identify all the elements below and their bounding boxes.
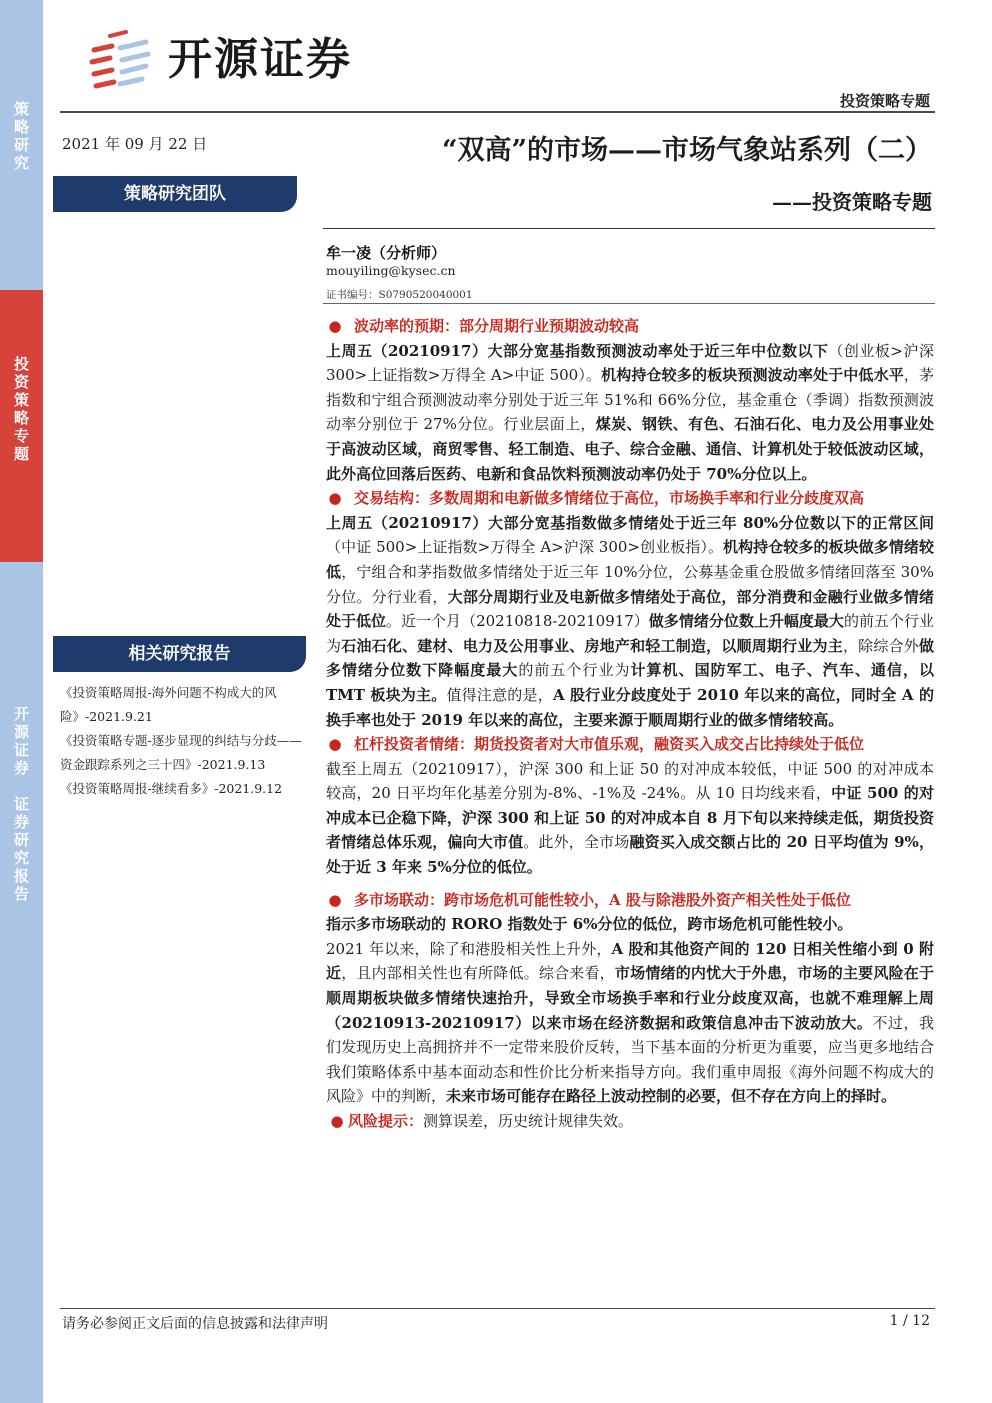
bullet-icon: ● (328, 735, 342, 754)
footer-disclaimer: 请务必参阅正文后面的信息披露和法律声明 (62, 1316, 328, 1332)
bullet-icon: ● (328, 890, 342, 909)
brand-name: 开源证券 (168, 34, 352, 85)
analyst-cert: 证书编号：S0790520040001 (326, 289, 473, 301)
team-badge: 策略研究团队 (53, 176, 297, 212)
analyst-name: 牟一凌（分析师） (326, 244, 447, 262)
bullet-icon: ● (330, 1112, 344, 1130)
section-paragraph: 指示多市场联动的 RORO 指数处于 6%分位的低位，跨市场危机可能性较小。 2021 年以来，除了和港股相关性上升外，A 股和其他资产间的 120 日相关性缩小到 0 附近，且内部相关性也有所降低。综合来看，市场情绪的内忧大于外患，市场的主要风险在于顺周期板块做多情绪快速抬升，导致全市场换手率和行业分歧度双高，也就不难理解上周（20210913-20210917）以来市场在经济数据和政策信息冲击下波动放大。不过，我们发现历史上高拥挤并不一定带来股价反转，当下基本面的分析更为重要，应当更多地结合我们策略体系中基本面动态和性价比分析来指导方向。我们重申周报《海外问题不构成大的风险》中的判断，未来市场可能存在路径上波动控制的必要，但不存在方向上的择时。 (326, 915, 934, 1106)
section-paragraph: 上周五（20210917）大部分宽基指数做多情绪处于近三年 80%分位数以下的正常区间（中证 500>上证指数>万得全 A>沪深 300>创业板指）。机构持仓较多的板块做多情绪较低，宁组合和茅指数做多情绪处于近三年 10%分位，公募基金重仓股做多情绪回落至 30%分位。分行业看，大部分周期行业及电新做多情绪处于高位，部分消费和金融行业做多情绪处于低位。近一个月（20210818-20210917）做多情绪分位数上升幅度最大的前五个行业为石油石化、建材、电力及公用事业、房地产和轻工制造，以顺周期行业为主，除综合外做多情绪分位数下降幅度最大的前五个行业为计算机、国防军工、电子、汽车、通信，以 TMT 板块为主。值得注意的是，A 股行业分歧度处于 2010 年以来的高位，同时全 A 的换手率也处于 2019 年以来的高位，主要来源于顺周期行业的做多情绪较高。 (326, 513, 934, 729)
page-number: 1 / 12 (889, 1313, 930, 1329)
analyst-divider (323, 303, 935, 304)
related-reports-badge: 相关研究报告 (53, 636, 306, 672)
side-strip (0, 0, 43, 1403)
subtitle-divider (323, 228, 935, 229)
header-tag: 投资策略专题 (839, 92, 930, 110)
section-heading: ● 波动率的预期：部分周期行业预期波动较高 (326, 314, 934, 339)
report-date: 2021 年 09 月 22 日 (62, 135, 208, 153)
report-body (326, 314, 934, 1134)
section-paragraph: 上周五（20210917）大部分宽基指数预测波动率处于近三年中位数以下（创业板>沪深 300>上证指数>万得全 A>中证 500）。机构持仓较多的板块预测波动率处于中低水平，茅指数和宁组合预测波动率分别处于近三年 51%和 66%分位，基金重仓（季调）指数预测波动率分别位于 27%分位。行业层面上，煤炭、钢铁、有色、石油石化、电力及公用事业处于高波动区域，商贸零售、轻工制造、电子、综合金融、通信、计算机处于较低波动区域，此外高位回落后医药、电新和食品饮料预测波动率仍处于 70%分位以上。 (326, 341, 934, 483)
analyst-email[interactable]: mouyiling@kysec.cn (326, 263, 456, 278)
section-heading: ● 多市场联动：跨市场危机可能性较小，A 股与除港股外资产相关性处于低位 (326, 888, 934, 913)
report-subtitle: ——投资策略专题 (772, 190, 932, 214)
side-strip-label-top: 策 略 研 究 (13, 100, 29, 172)
brand-logo (88, 28, 388, 92)
related-report-item[interactable]: 《投资策略周报-海外问题不构成大的风险》-2021.9.21 (60, 685, 277, 724)
footer-divider (60, 1308, 935, 1309)
brand-logo-icon (88, 28, 152, 92)
related-report-item[interactable]: 《投资策略专题-逐步显现的纠结与分歧——资金跟踪系列之三十四》-2021.9.13 (60, 733, 302, 772)
related-reports-list (60, 681, 310, 801)
risk-note: ● 风险提示：测算误差，历史统计规律失效。 (326, 1109, 934, 1134)
header-divider (60, 111, 935, 113)
side-strip-label-middle: 投 资 策 略 专 题 (13, 355, 29, 463)
section-paragraph: 截至上周五（20210917），沪深 300 和上证 50 的对冲成本较低，中证 500 的对冲成本较高，20 日平均年化基差分别为-8%、-1%及 -24%。从 10 日均线来看，中证 500 的对冲成本已企稳下降，沪深 300 和上证 50 的对冲成本自 8 月下旬以来持续走低，期货投资者情绪总体乐观，偏向大市值。此外，全市场融资买入成交额占比的 20 日平均值为 9%，处于近 3 年来 5%分位的低位。 (326, 759, 935, 877)
section-heading: ● 杠杆投资者情绪：期货投资者对大市值乐观，融资买入成交占比持续处于低位 (326, 732, 934, 757)
bullet-icon: ● (328, 317, 342, 335)
report-title: “双高”的市场——市场气象站系列（二） (441, 135, 932, 166)
side-strip-label-bottom: 开 源 证 券 证 券 研 究 报 告 (13, 705, 29, 903)
related-report-item[interactable]: 《投资策略周报-继续看多》-2021.9.12 (60, 781, 283, 796)
bullet-icon: ● (328, 489, 342, 508)
section-heading: ● 交易结构：多数周期和电新做多情绪位于高位，市场换手率和行业分歧度双高 (326, 486, 934, 511)
